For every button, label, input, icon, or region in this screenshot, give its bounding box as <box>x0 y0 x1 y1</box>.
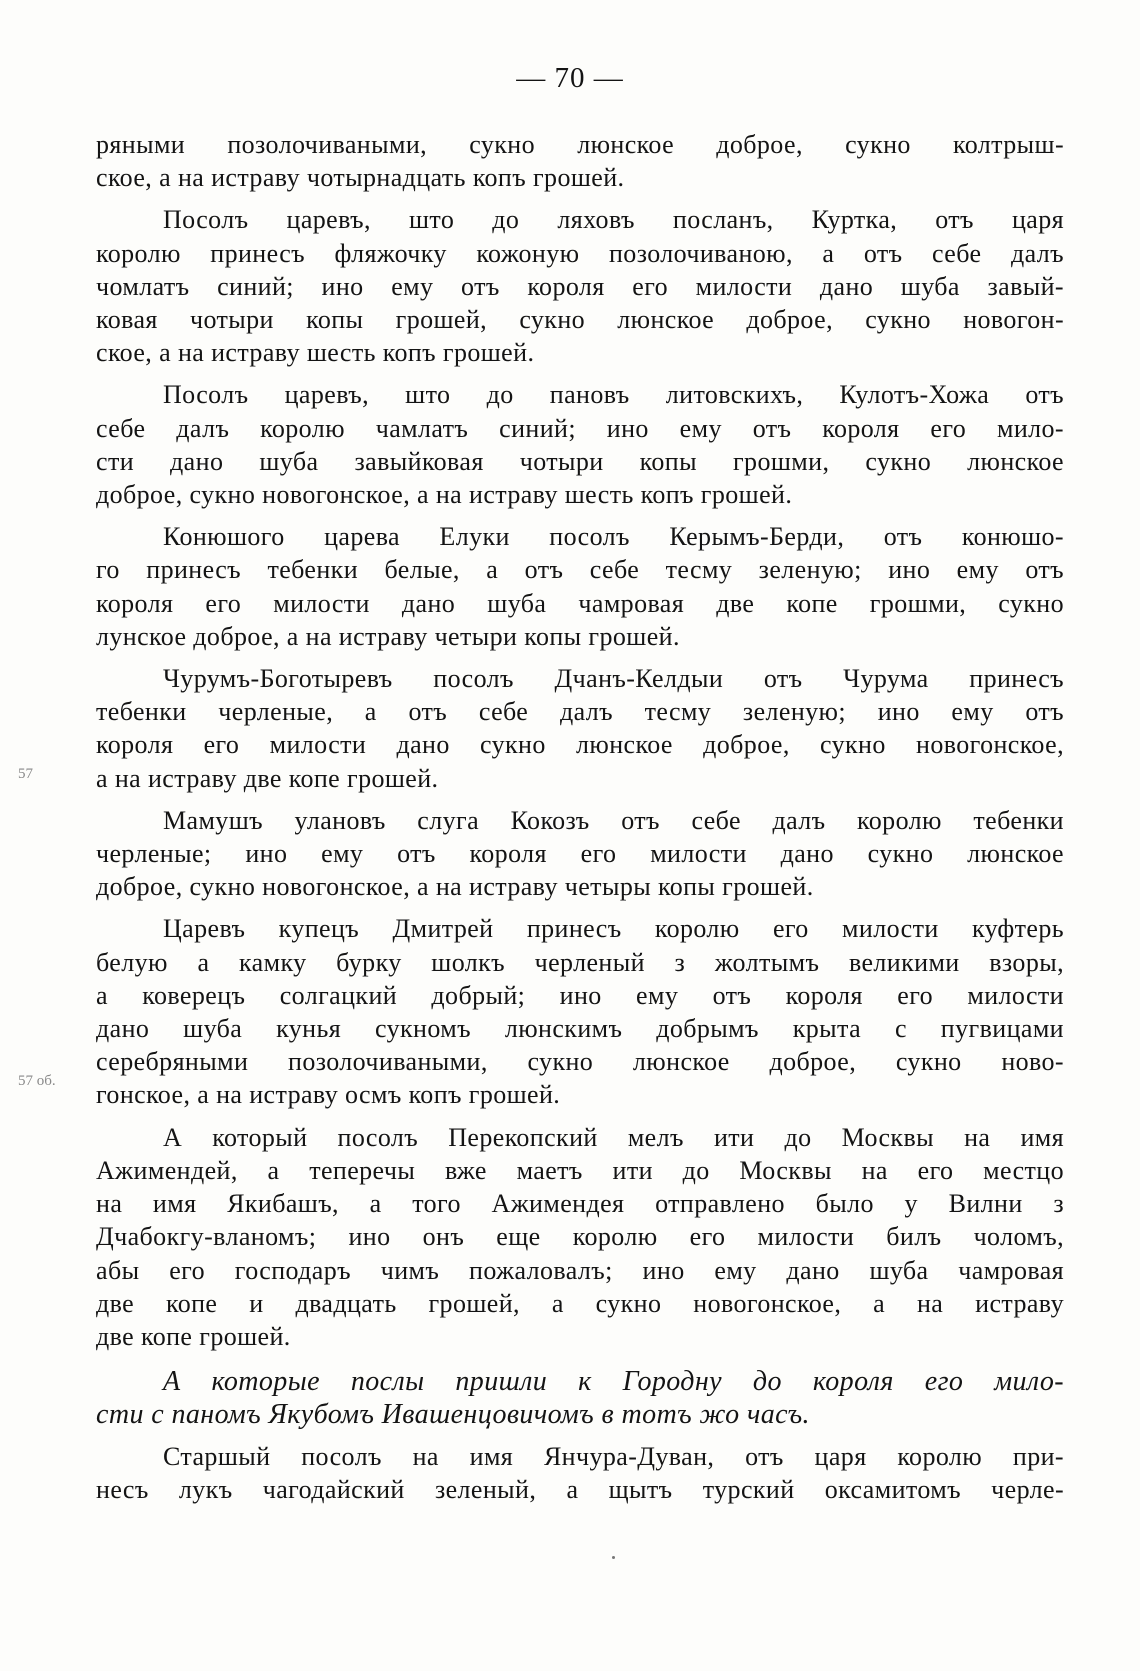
text-line: две копе грошей. <box>96 1321 291 1351</box>
text-line: доброе, сукно новогонское, а на истраву четыры копы грошей. <box>96 872 814 902</box>
margin-note-folio-57-verso: 57 об. <box>18 1073 56 1089</box>
heading-line: сти с паномъ Якубомъ Ивашенцовичомъ в тотъ жо часъ. <box>96 1399 810 1431</box>
text-line: Мамушъ улановъ слуга Кокозъ отъ себе далъ королю тебенки <box>163 805 1064 835</box>
paragraph <box>96 912 1064 1111</box>
text-line: белую а камку бурку шолкъ черленый з жолтымъ великими взоры, <box>96 947 1064 977</box>
text-line: ковая чотыри копы грошей, сукно люнское доброе, сукно новогон- <box>96 305 1064 335</box>
paragraph <box>96 1121 1064 1353</box>
paragraph <box>96 128 1064 194</box>
paragraph <box>96 203 1064 369</box>
text-line: короля его милости дано шуба чамровая две копе грошми, сукно <box>96 588 1064 618</box>
paragraph <box>96 1440 1064 1506</box>
text-line: абы его господаръ чимъ пожаловалъ; ино ему дано шуба чамровая <box>96 1255 1064 1285</box>
text-line: тебенки черленые, а отъ себе далъ тесму зеленую; ино ему отъ <box>96 697 1064 727</box>
paragraph <box>96 662 1064 795</box>
section-heading <box>96 1365 1064 1431</box>
text-line: Дчабокгу-вланомъ; ино онъ еще королю его милости билъ чоломъ, <box>96 1222 1064 1252</box>
print-speck <box>612 1556 615 1559</box>
page-number: — 70 — <box>516 62 624 94</box>
text-line: Старшый посолъ на имя Янчура-Дуван, отъ царя королю при- <box>163 1441 1064 1471</box>
margin-note-folio-57: 57 <box>18 766 33 782</box>
text-line: ское, а на истраву чотырнадцать копъ грошей. <box>96 163 625 193</box>
text-line: гонское, а на истраву осмъ копъ грошей. <box>96 1080 561 1110</box>
text-line: королю принесъ фляжочку кожоную позолочиваною, а отъ себе далъ <box>96 238 1064 268</box>
text-line: Ажимендей, а теперечы вже маетъ ити до Москвы на его местцо <box>96 1155 1064 1185</box>
paragraph <box>96 520 1064 653</box>
body-text <box>96 128 1064 1515</box>
text-line: несъ лукъ чагодайский зеленый, а щытъ турский оксамитомъ черле- <box>96 1474 1064 1504</box>
text-line: а на истраву две копе грошей. <box>96 763 439 793</box>
text-line: Чурумъ-Боготыревъ посолъ Дчанъ-Келдыи отъ Чурума принесъ <box>163 664 1064 694</box>
text-line: серебряными позолочиваными, сукно люнское доброе, сукно ново- <box>96 1047 1064 1077</box>
text-line: Посолъ царевъ, што до ляховъ посланъ, Куртка, отъ царя <box>163 205 1064 235</box>
text-line: две копе и двадцать грошей, а сукно новогонское, а на истраву <box>96 1288 1064 1318</box>
text-line: доброе, сукно новогонское, а на истраву шесть копъ грошей. <box>96 480 793 510</box>
paragraph <box>96 378 1064 511</box>
text-line: дано шуба кунья сукномъ люнскимъ добрымъ крыта с пугвицами <box>96 1014 1064 1044</box>
text-line: сти дано шуба завыйковая чотыри копы грошми, сукно люнское <box>96 446 1064 476</box>
text-line: Конюшого царева Елуки посолъ Керымъ-Берди, отъ конюшо- <box>163 522 1064 552</box>
text-line: лунское доброе, а на истраву четыри копы грошей. <box>96 621 680 651</box>
text-line: А который посолъ Перекопский мелъ ити до Москвы на имя <box>163 1122 1064 1152</box>
text-line: го принесъ тебенки белые, а отъ себе тесму зеленую; ино ему отъ <box>96 555 1064 585</box>
text-line: ское, а на истраву шесть копъ грошей. <box>96 338 535 368</box>
text-line: черленые; ино ему отъ короля его милости дано сукно люнское <box>96 839 1064 869</box>
heading-line: А которые послы пришли к Городну до короля его мило- <box>163 1366 1064 1398</box>
text-line: а коверецъ солгацкий добрый; ино ему отъ короля его милости <box>96 980 1064 1010</box>
paragraph <box>96 804 1064 904</box>
text-line: Посолъ царевъ, што до пановъ литовскихъ, Кулотъ-Хожа отъ <box>163 380 1064 410</box>
text-line: чомлатъ синий; ино ему отъ короля его милости дано шуба завый- <box>96 271 1064 301</box>
text-line: Царевъ купецъ Дмитрей принесъ королю его милости куфтерь <box>163 914 1064 944</box>
text-line: себе далъ королю чамлатъ синий; ино ему отъ короля его мило- <box>96 413 1064 443</box>
text-line: короля его милости дано сукно люнское доброе, сукно новогонское, <box>96 730 1064 760</box>
text-line: на имя Якибашъ, а того Ажимендея отправлено было у Вилни з <box>96 1189 1064 1219</box>
text-line: ряными позолочиваными, сукно люнское доброе, сукно колтрыш- <box>96 130 1064 159</box>
